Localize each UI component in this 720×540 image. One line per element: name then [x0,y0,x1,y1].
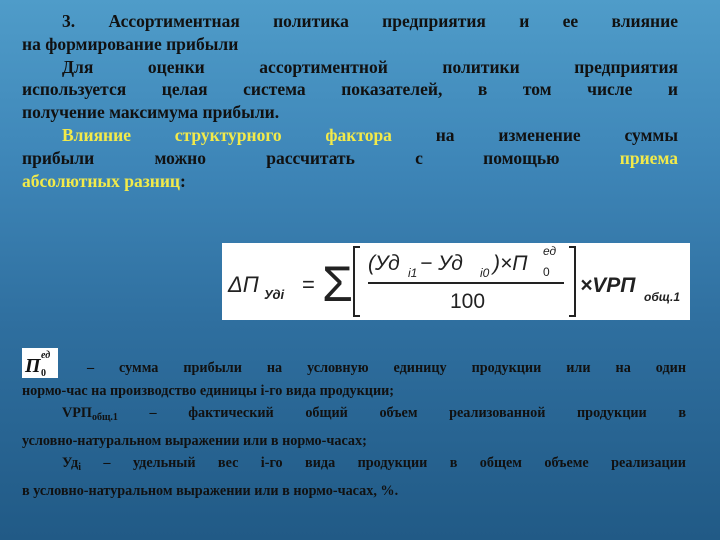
definition-p-line-1 [22,348,686,380]
formula-equals: = [302,272,315,297]
influence-line-1 [22,124,678,147]
ud-label-subscript: i [78,462,82,474]
formula-denominator: 100 [450,290,486,313]
vrp-label: VРП [62,405,92,422]
formula-ud0-subscript: i0 [480,266,490,280]
symbol-p-superscript: ед [41,350,51,361]
formula-times-p: )×П [493,252,528,275]
intro-line-2-text: используется целая система показателей, в том числе и [22,79,678,100]
influence-line-2-text: прибыли можно рассчитать с помощью [22,147,620,168]
intro-line-1-text: Для оценки ассортиментной политики предприятия [62,56,678,77]
formula-vrp-subscript: общ.1 [644,290,680,304]
left-bracket [354,247,360,316]
definition-vrp-line-1 [22,402,686,430]
heading-line-2-text: на формирование прибыли [22,33,239,54]
definition-vrp-text-2: условно-натуральном выражении или в нормо-часах; [22,432,367,449]
definitions [22,348,686,503]
formula-lhs: ΔП [228,272,259,297]
symbol-p-subscript: 0 [41,368,46,378]
definition-p-text-1: – сумма прибыли на условную единицу продукции или на один [62,360,686,376]
definition-p-text-2: нормо-час на производство единицы i-го вида продукции; [22,382,395,399]
formula-image [222,243,690,320]
main-text [22,10,678,192]
influence-line-3 [22,170,678,193]
definition-vrp-line-2 [22,430,686,453]
formula-lhs-subscript: Удi [264,287,285,302]
symbol-p: П [25,355,41,377]
absolute-differences-highlight: абсолютных разниц [22,170,180,191]
formula-p-subscript: 0 [543,265,550,279]
right-bracket [569,247,575,316]
formula-p-superscript: ед [543,244,557,258]
definition-p-line-2 [22,380,686,403]
formula-ud1: (Уд [368,252,400,275]
formula-ud1-subscript: i1 [408,266,418,280]
influence-line-1-text: на изменение суммы [391,124,679,145]
definition-ud-text-2: в условно-натуральном выражении или в нормо-часах, %. [22,482,399,499]
definition-vrp-text-1: – фактический общий объем реализованной продукции в [117,405,686,422]
heading-line-2 [22,33,678,56]
structural-factor-highlight: Влияние структурного фактора [62,124,392,145]
definition-ud-text-1: – удельный вес i-го вида продукции в общем объеме реализации [81,455,686,472]
formula-sum-sign: Σ [322,256,353,312]
intro-line-3-text: получение максимума прибыли. [22,102,280,123]
formula [222,243,690,320]
formula-times-vrp: ×VРП [580,274,636,297]
influence-line-3-colon: : [179,170,186,191]
definition-ud-line-2 [22,480,686,503]
formula-minus-ud: − Уд [420,252,463,275]
ud-label: Уд [62,455,79,472]
intro-line-3 [22,101,678,124]
vrp-label-subscript: общ.1 [91,412,118,424]
intro-line-1 [22,56,678,79]
heading-line-1 [22,10,678,33]
definition-ud-line-1 [22,452,686,480]
method-highlight: приема [619,147,678,168]
intro-line-2 [22,78,678,101]
influence-line-2 [22,147,678,170]
profit-per-unit-symbol [22,348,58,378]
heading-line-1-text: 3. Ассортиментная политика предприятия и ее влияние [62,11,678,31]
